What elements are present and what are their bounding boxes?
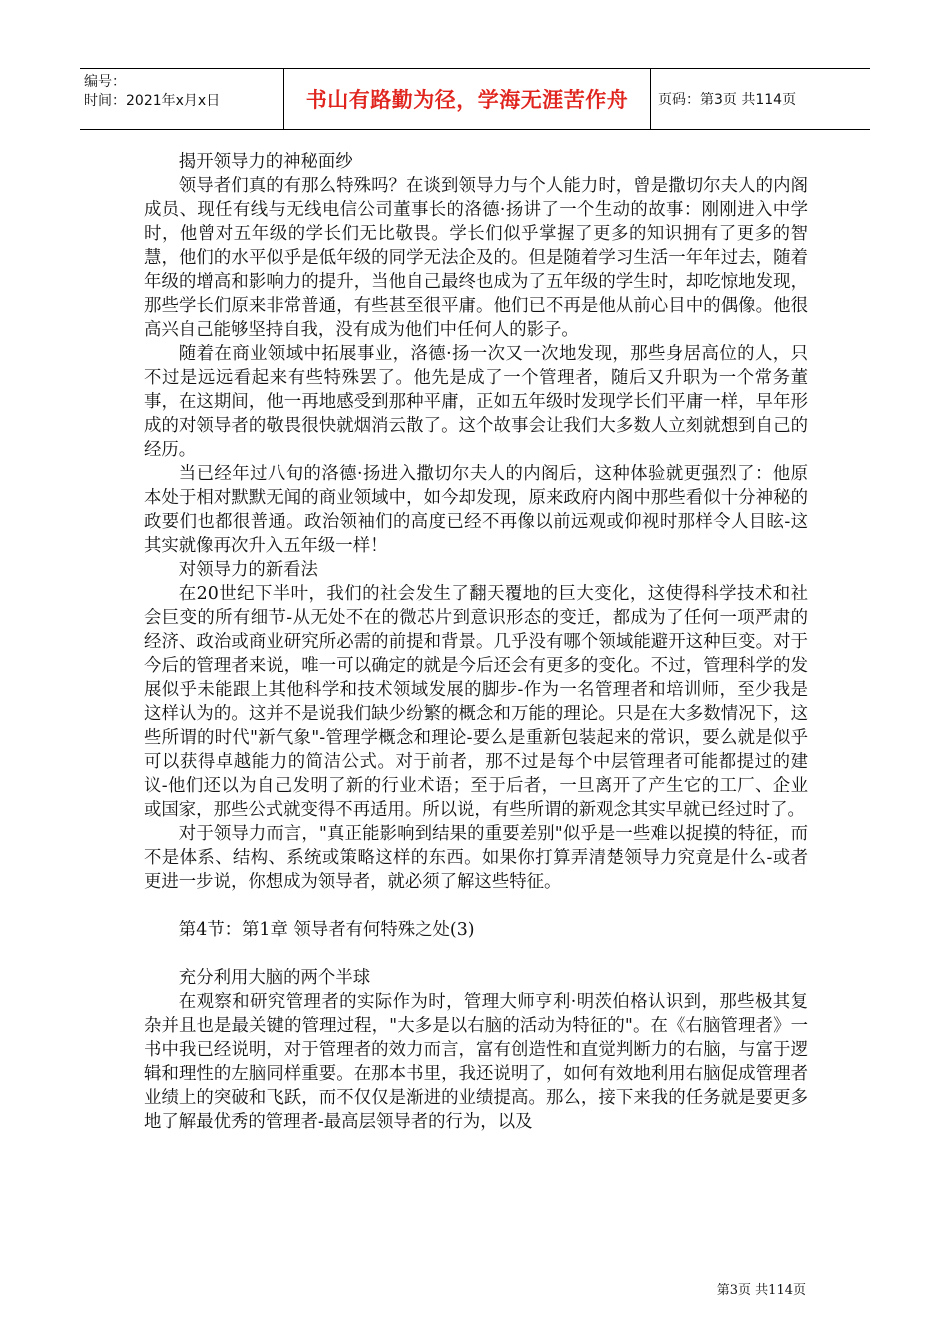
header-meta: [84, 73, 280, 111]
heading-unveil-leadership: 揭开领导力的神秘面纱: [178, 152, 353, 172]
page-header: [80, 68, 870, 130]
paragraph: 对于领导力而言，"真正能影响到结果的重要差别"似乎是一些难以捉摸的特征，而不是体系、结构、系统或策略这样的东西。如果你打算弄清楚领导力究竟是什么-或者更进一步说，你想成为领导者，就必须了解这些特征。: [144, 824, 808, 892]
section-title: 第4节：第1章 领导者有何特殊之处(3): [178, 920, 475, 940]
number-label: 编号：: [84, 74, 126, 90]
document-body: [144, 150, 808, 1134]
header-page-info: 页码：第3页 共114页: [658, 92, 797, 108]
page-footer: 第3页 共114页: [716, 1283, 806, 1298]
heading-new-view: 对领导力的新看法: [178, 560, 318, 580]
heading-two-hemispheres: 充分利用大脑的两个半球: [178, 968, 371, 988]
paragraph: 在观察和研究管理者的实际作为时，管理大师亨利·明茨伯格认识到，那些极其复杂并且也是最关键的管理过程，"大多是以右脑的活动为特征的"。在《右脑管理者》一书中我已经说明，对于管理者的效力而言，富有创造性和直觉判断力的右脑，与富于逻辑和理性的左脑同样重要。在那本书里，我还说明了，如何有效地利用右脑促成管理者业绩上的突破和飞跃，而不仅仅是渐进的业绩提高。那么，接下来我的任务就是要更多地了解最优秀的管理者-最高层领导者的行为，以及: [144, 992, 808, 1132]
paragraph: 当已经年过八旬的洛德·扬进入撒切尔夫人的内阁后，这种体验就更强烈了：他原本处于相对默默无闻的商业领域中，如今却发现，原来政府内阁中那些看似十分神秘的政要们也都很普通。政治领袖们的高度已经不再像以前远观或仰视时那样令人目眩-这其实就像再次升入五年级一样！: [144, 464, 808, 556]
paragraph: 在20世纪下半叶，我们的社会发生了翻天覆地的巨大变化，这使得科学技术和社会巨变的所有细节-从无处不在的微芯片到意识形态的变迁，都成为了任何一项严肃的经济、政治或商业研究所必需的前提和背景。几乎没有哪个领域能避开这种巨变。对于今后的管理者来说，唯一可以确定的就是今后还会有更多的变化。不过，管理科学的发展似乎未能跟上其他科学和技术领域发展的脚步-作为一名管理者和培训师，至少我是这样认为的。这并不是说我们缺少纷繁的概念和万能的理论。只是在大多数情况下，这些所谓的时代"新气象"-管理学概念和理论-要么是重新包装起来的常识，要么就是似乎可以获得卓越能力的简洁公式。对于前者，那不过是每个中层管理者可能都提过的建议-他们还以为自己发明了新的行业术语；至于后者，一旦离开了产生它的工厂、企业或国家，那些公式就变得不再适用。所以说，有些所谓的新观念其实早就已经过时了。: [144, 584, 808, 820]
time-label: 时间：2021年x月x日: [84, 93, 221, 109]
header-motto: 书山有路勤为径，学海无涯苦作舟: [283, 69, 651, 129]
paragraph: 领导者们真的有那么特殊吗？在谈到领导力与个人能力时，曾是撒切尔夫人的内阁成员、现任有线与无线电信公司董事长的洛德·扬讲了一个生动的故事：刚刚进入中学时，他曾对五年级的学长们无比敬畏。学长们似乎掌握了更多的知识拥有了更多的智慧，他们的水平似乎是低年级的同学无法企及的。但是随着学习生活一年年过去，随着年级的增高和影响力的提升，当他自己最终也成为了五年级的学生时，却吃惊地发现，那些学长们原来非常普通，有些甚至很平庸。他们已不再是他从前心目中的偶像。他很高兴自己能够坚持自我，没有成为他们中任何人的影子。: [144, 176, 808, 340]
paragraph: 随着在商业领域中拓展事业，洛德·扬一次又一次地发现，那些身居高位的人，只不过是远远看起来有些特殊罢了。他先是成了一个管理者，随后又升职为一个常务董事，在这期间，他一再地感受到那种平庸，正如五年级时发现学长们平庸一样，早年形成的对领导者的敬畏很快就烟消云散了。这个故事会让我们大多数人立刻就想到自己的经历。: [144, 344, 808, 460]
